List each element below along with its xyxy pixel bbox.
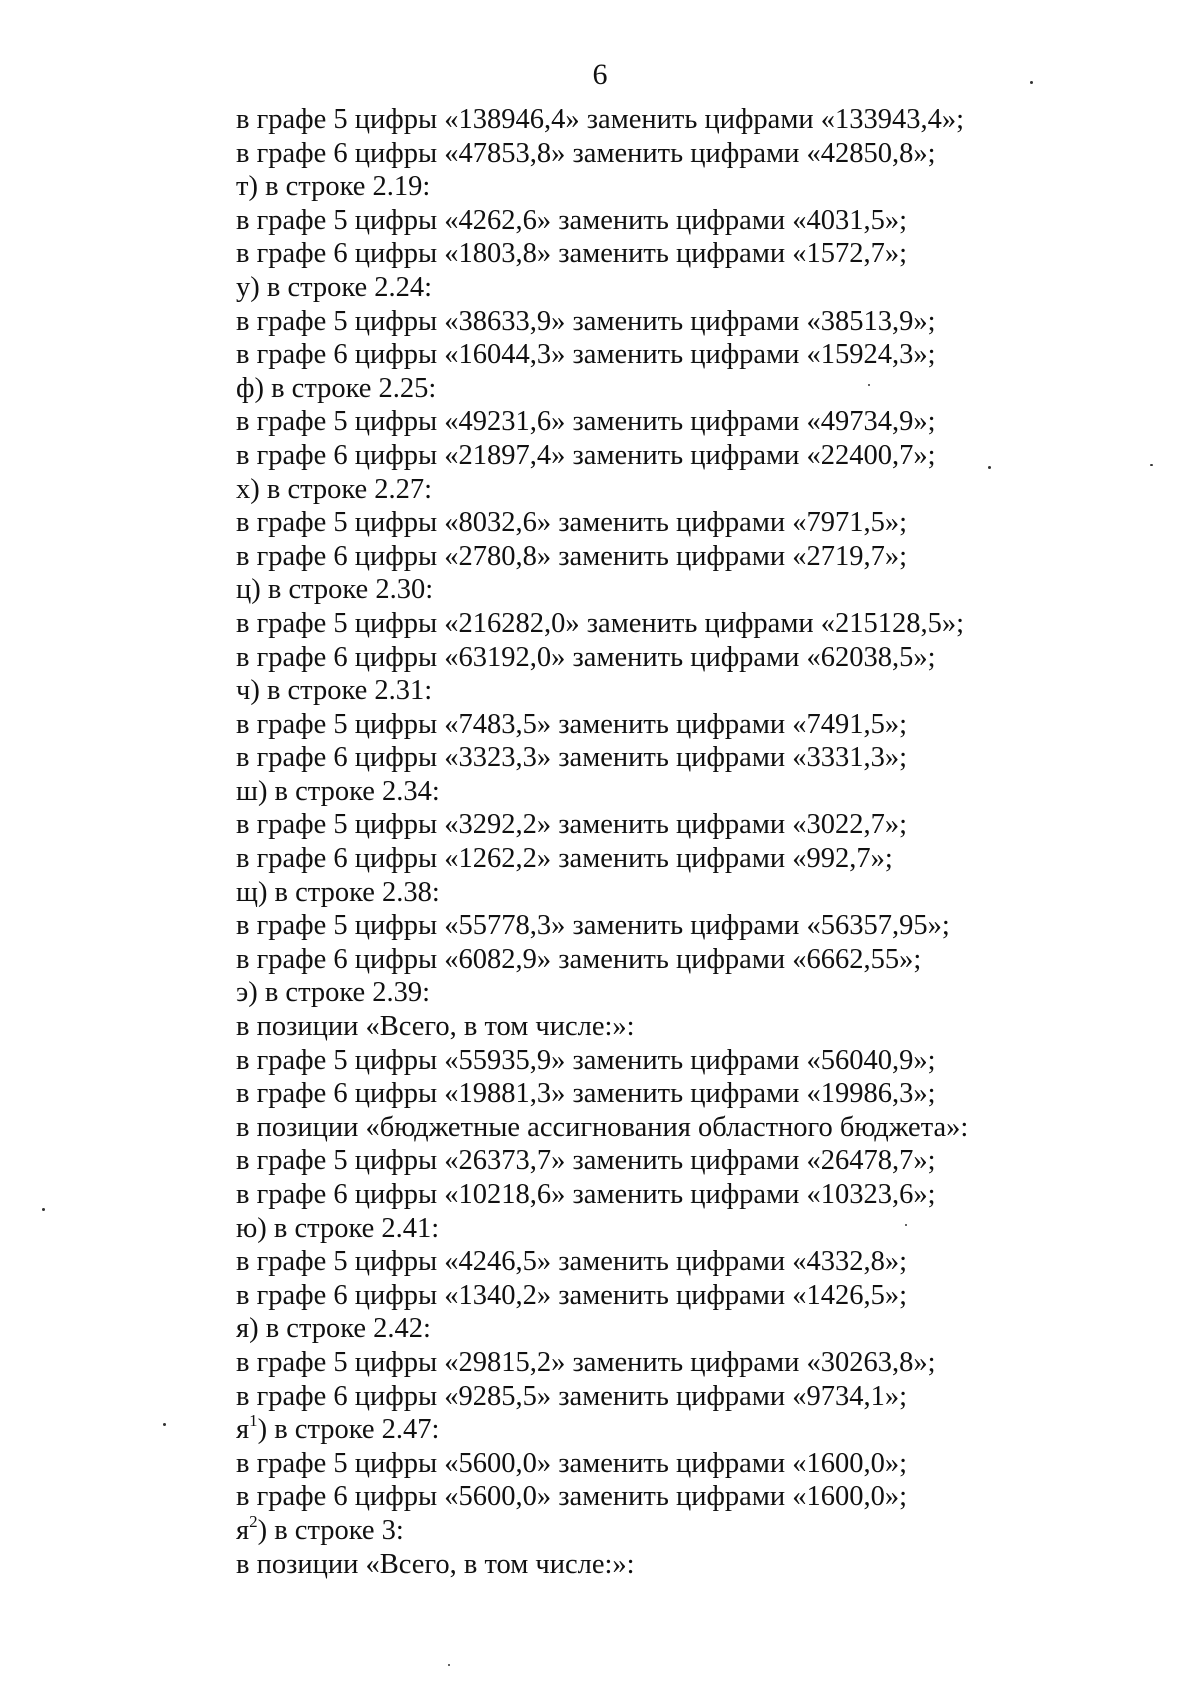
text-line	[236, 943, 1176, 977]
line-text: в графе 5 цифры «138946,4» заменить цифрами «133943,4»;	[236, 104, 965, 135]
line-text: в графе 5 цифры «5600,0» заменить цифрами «1600,0»;	[236, 1447, 908, 1479]
text-line	[236, 506, 1176, 540]
text-line	[236, 137, 1176, 171]
line-text: в графе 6 цифры «3323,3» заменить цифрами «3331,3»;	[236, 742, 908, 774]
line-text: в графе 6 цифры «21897,4» заменить цифрами «22400,7»;	[236, 439, 936, 471]
line-text: в графе 6 цифры «63192,0» заменить цифрами «62038,5»;	[236, 641, 936, 673]
line-text: ч) в строке 2.31:	[236, 675, 433, 707]
text-line	[236, 204, 1176, 238]
scan-speck	[988, 466, 991, 469]
line-text: в графе 6 цифры «9285,5» заменить цифрами «9734,1»;	[236, 1380, 908, 1412]
line-text: в графе 6 цифры «1262,2» заменить цифрами «992,7»;	[236, 843, 893, 875]
text-line	[236, 271, 1176, 305]
text-line	[236, 103, 1176, 137]
scan-speck	[905, 1224, 907, 1226]
line-text: в графе 5 цифры «8032,6» заменить цифрами «7971,5»;	[236, 507, 908, 539]
text-line	[236, 1447, 1176, 1481]
text-line	[236, 1178, 1176, 1212]
line-text: в графе 6 цифры «1340,2» заменить цифрами «1426,5»;	[236, 1279, 908, 1311]
text-line	[236, 808, 1176, 842]
line-text: в позиции «Всего, в том числе:»:	[236, 1011, 635, 1043]
text-line	[236, 1312, 1176, 1346]
text-line	[236, 1346, 1176, 1380]
scan-speck	[163, 1423, 166, 1426]
text-line	[236, 1144, 1176, 1178]
text-line	[236, 540, 1176, 574]
line-text: в графе 5 цифры «29815,2» заменить цифрами «30263,8»;	[236, 1346, 936, 1378]
line-text: в графе 5 цифры «216282,0» заменить цифрами «215128,5»;	[236, 607, 965, 639]
text-line	[236, 1044, 1176, 1078]
line-text: в графе 6 цифры «6082,9» заменить цифрами «6662,55»;	[236, 943, 922, 975]
line-text: в позиции «Всего, в том числе:»:	[236, 1548, 635, 1580]
text-line	[236, 775, 1176, 809]
line-text: в графе 5 цифры «3292,2» заменить цифрами «3022,7»;	[236, 809, 908, 841]
line-text: в графе 5 цифры «26373,7» заменить цифрами «26478,7»;	[236, 1145, 936, 1177]
scan-speck	[1030, 81, 1033, 84]
line-text: э) в строке 2.39:	[236, 977, 431, 1009]
text-line	[236, 372, 1176, 406]
line-text: т) в строке 2.19:	[236, 171, 431, 203]
scan-speck	[868, 384, 870, 386]
text-line	[236, 473, 1176, 507]
line-text: я) в строке 2.42:	[236, 1313, 431, 1345]
text-line	[236, 708, 1176, 742]
document-body	[236, 103, 1176, 1581]
text-line	[236, 170, 1176, 204]
line-text: в графе 5 цифры «7483,5» заменить цифрами «7491,5»;	[236, 708, 908, 740]
line-prefix: я	[236, 1514, 250, 1546]
text-line	[236, 573, 1176, 607]
text-line	[236, 976, 1176, 1010]
text-line	[236, 1212, 1176, 1246]
text-line	[236, 1380, 1176, 1414]
text-line	[236, 1010, 1176, 1044]
line-text: ) в строке 3:	[257, 1514, 404, 1546]
line-text: ц) в строке 2.30:	[236, 574, 434, 606]
line-text: в графе 5 цифры «49231,6» заменить цифрами «49734,9»;	[236, 406, 936, 438]
line-superscript: 2	[249, 1511, 258, 1531]
scan-speck	[42, 1208, 45, 1211]
line-text: в графе 5 цифры «4262,6» заменить цифрами «4031,5»;	[236, 204, 908, 236]
text-line	[236, 1245, 1176, 1279]
text-line	[236, 1413, 1176, 1447]
text-line	[236, 1111, 1176, 1145]
line-text: в графе 5 цифры «55778,3» заменить цифрами «56357,95»;	[236, 910, 950, 942]
line-text: ) в строке 2.47:	[257, 1414, 440, 1446]
text-line	[236, 338, 1176, 372]
line-text: у) в строке 2.24:	[236, 271, 433, 303]
text-line	[236, 674, 1176, 708]
text-line	[236, 1077, 1176, 1111]
line-text: в графе 6 цифры «2780,8» заменить цифрами «2719,7»;	[236, 540, 908, 572]
line-text: ю) в строке 2.41:	[236, 1212, 440, 1244]
text-line	[236, 405, 1176, 439]
text-line	[236, 842, 1176, 876]
line-text: в графе 6 цифры «1803,8» заменить цифрами «1572,7»;	[236, 238, 908, 270]
text-line	[236, 1511, 1176, 1548]
text-line	[236, 741, 1176, 775]
scan-speck	[1150, 464, 1153, 466]
line-text: в графе 6 цифры «5600,0» заменить цифрами «1600,0»;	[236, 1481, 908, 1513]
line-text: ш) в строке 2.34:	[236, 775, 440, 807]
line-text: в графе 6 цифры «10218,6» заменить цифрами «10323,6»;	[236, 1179, 936, 1210]
line-text: щ) в строке 2.38:	[236, 876, 440, 908]
text-line	[236, 909, 1176, 943]
text-line	[236, 641, 1176, 675]
scan-speck	[448, 1664, 450, 1666]
line-text: в графе 6 цифры «19881,3» заменить цифрами «19986,3»;	[236, 1078, 936, 1110]
text-line	[236, 237, 1176, 271]
line-text: в позиции «бюджетные ассигнования областного бюджета»:	[236, 1111, 969, 1143]
page-number: 6	[592, 58, 608, 91]
line-superscript: 1	[249, 1411, 258, 1431]
text-line	[236, 305, 1176, 339]
text-line	[236, 607, 1176, 641]
line-text: в графе 6 цифры «47853,8» заменить цифрами «42850,8»;	[236, 137, 936, 169]
text-line	[236, 876, 1176, 910]
line-text: в графе 5 цифры «55935,9» заменить цифрами «56040,9»;	[236, 1044, 936, 1076]
line-text: ф) в строке 2.25:	[236, 372, 437, 404]
line-text: в графе 6 цифры «16044,3» заменить цифрами «15924,3»;	[236, 339, 936, 371]
text-line	[236, 439, 1176, 473]
line-text: в графе 5 цифры «4246,5» заменить цифрами «4332,8»;	[236, 1246, 908, 1278]
text-line	[236, 1279, 1176, 1313]
line-prefix: я	[236, 1414, 250, 1446]
text-line	[236, 1480, 1176, 1514]
line-text: в графе 5 цифры «38633,9» заменить цифрами «38513,9»;	[236, 305, 936, 337]
text-line	[236, 1548, 1176, 1582]
line-text: х) в строке 2.27:	[236, 473, 433, 505]
